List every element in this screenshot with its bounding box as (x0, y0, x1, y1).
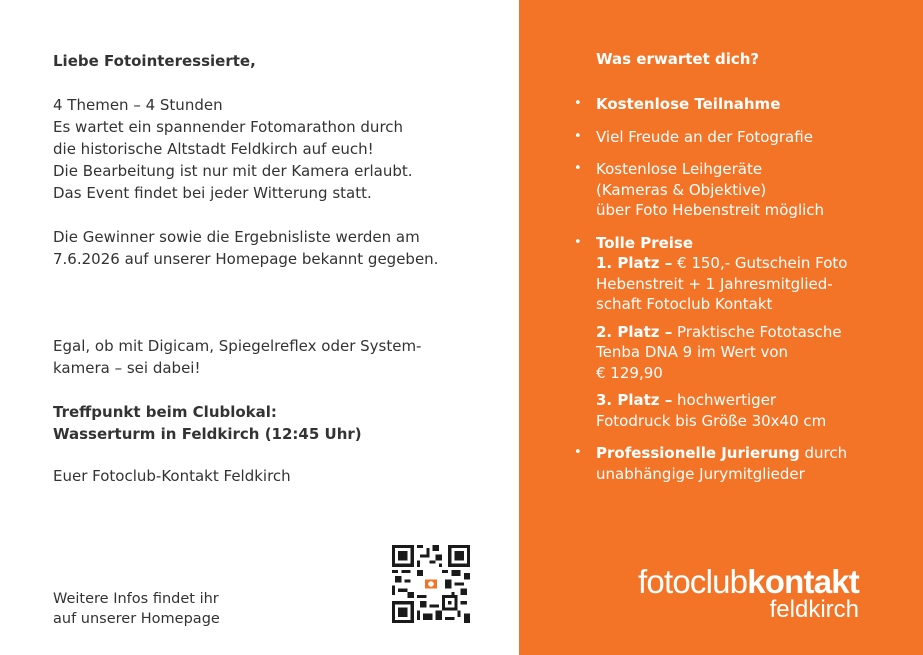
section-heading: Was erwartet dich? (596, 50, 760, 68)
benefit-rental-line-2: (Kameras & Objektive) (596, 180, 767, 199)
intro-line-5: Das Event findet bei jeder Witterung statt. (53, 184, 372, 202)
camera-line-1: Egal, ob mit Digicam, Spiegelreflex oder System- (53, 337, 422, 355)
prize-2-text-2: Tenba DNA 9 im Wert von (596, 343, 789, 361)
benefit-jury-text-1: durch (799, 444, 848, 462)
benefit-free-participation: Kostenlose Teilnahme (596, 95, 781, 113)
homepage-note (53, 589, 220, 629)
results-line-1: Die Gewinner sowie die Ergebnisliste werden am (53, 228, 420, 246)
benefit-rental-line-3: über Foto Hebenstreit möglich (596, 201, 825, 219)
meeting-line-1: Treffpunkt beim Clublokal: (53, 403, 277, 421)
prize-3-text-1: hochwertiger (672, 391, 777, 409)
prize-3-text-2: Fotodruck bis Größe 30x40 cm (596, 411, 827, 430)
benefit-rental-line-1: • Kostenlose Leihgeräte (596, 160, 763, 178)
intro-line-4: Die Bearbeitung ist nur mit der Kamera erlaubt. (53, 162, 413, 180)
list-item (596, 233, 896, 432)
signature: Euer Fotoclub-Kontakt Feldkirch (53, 467, 291, 485)
intro-line-3: die historische Altstadt Feldkirch auf euch! (53, 140, 374, 158)
benefit-jury-text-2: unabhängige Jurymitglieder (596, 464, 805, 483)
benefit-fun: Viel Freude an der Fotografie (596, 127, 813, 146)
prize-1-label: 1. Platz – (596, 254, 673, 272)
list-item (596, 94, 896, 115)
intro-line-1: 4 Themen – 4 Stunden (53, 96, 223, 114)
logo-word-feldkirch: feldkirch (769, 596, 859, 623)
list-item (596, 159, 896, 221)
greeting: Liebe Fotointeressierte, (53, 52, 256, 70)
prize-1-text-3: schaft Fotoclub Kontakt (596, 295, 773, 313)
benefit-prizes: Tolle Preise (596, 233, 694, 252)
right-panel (519, 0, 923, 655)
prize-3 (596, 390, 896, 431)
prize-2-text-3: € 129,90 (596, 363, 663, 382)
prize-1-text-1: € 150,- Gutschein Foto (672, 254, 848, 272)
benefits-list (596, 94, 896, 496)
list-item (596, 127, 896, 148)
logo-word-kontakt: kontakt (747, 563, 859, 600)
benefit-jury-label: Professionelle Jurierung (596, 444, 800, 462)
prize-2 (596, 322, 896, 384)
meeting-line-2: Wasserturm in Feldkirch (12:45 Uhr) (53, 425, 362, 443)
camera-line-2: kamera – sei dabei! (53, 359, 201, 377)
homepage-note-line-1: Weitere Infos findet ihr (53, 591, 219, 607)
list-item (596, 443, 896, 484)
prize-2-label: 2. Platz – (596, 322, 673, 341)
qr-code-icon[interactable] (392, 545, 470, 623)
club-logo (638, 565, 859, 622)
prize-1 (596, 253, 896, 315)
prize-2-text-1: Praktische Fototasche (672, 322, 842, 341)
prize-3-label: 3. Platz – (596, 391, 673, 409)
logo-word-fotoclub: fotoclub (638, 563, 748, 600)
intro-line-2: Es wartet ein spannender Fotomarathon durch (53, 118, 404, 136)
prize-1-text-2: Hebenstreit + 1 Jahresmitglied- (596, 274, 833, 293)
homepage-note-line-2: auf unserer Homepage (53, 611, 220, 627)
results-line-2: 7.6.2026 auf unserer Homepage bekannt gegeben. (53, 250, 439, 268)
